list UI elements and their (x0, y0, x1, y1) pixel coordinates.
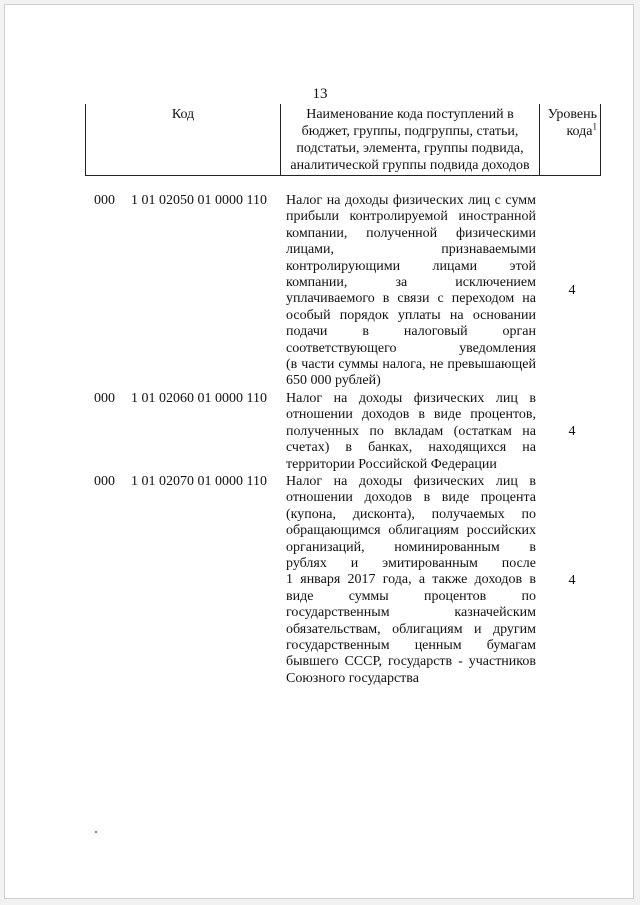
header-code-label: Код (171, 107, 195, 122)
header-name (281, 104, 540, 176)
header-name-line: Наименование кода поступлений в (306, 107, 514, 122)
description-line: 650 000 рублей) (286, 373, 381, 389)
description-line: Налог на доходы физических лиц в (286, 474, 536, 489)
row-prefix: 000 (94, 391, 115, 406)
description-line: компании, полученной физическими (286, 225, 536, 241)
description-line: счетах) в банках, находящихся на (286, 440, 536, 456)
row-code: 1 01 02050 01 0000 110 (131, 193, 267, 208)
header-name-line: подстатьи, элемента, группы подвида, (296, 141, 524, 156)
header-level (540, 104, 601, 176)
description-line: обращающимся облигациям российских (286, 523, 536, 539)
description-line: 1 января 2017 года, а также доходов в (286, 572, 536, 588)
description-line: бывшего СССР, государств - участников (286, 654, 536, 670)
description-line: отношении доходов в виде процентов, (286, 407, 536, 423)
description-line: Союзного государства (286, 670, 419, 686)
description-line: компании, за исключением (286, 275, 536, 291)
description-line: соответствующего уведомления (286, 340, 536, 356)
description-line: государственным ценным бумагам (286, 638, 536, 654)
row-level: 4 (568, 283, 576, 298)
description-line: прибыли контролируемой иностранной (286, 209, 536, 225)
description-line: территории Российской Федерации (286, 456, 497, 472)
description-line: лицами, признаваемыми (286, 242, 536, 258)
description-line: Налог на доходы физических лиц с сумм (286, 193, 536, 208)
description-line: государственным казначейским (286, 605, 536, 621)
page-number: 13 (312, 86, 328, 102)
row-code: 1 01 02070 01 0000 110 (131, 474, 267, 489)
row-description (286, 193, 536, 390)
header-name-line: аналитической группы подвида доходов (290, 158, 530, 173)
description-line: уплачиваемого в связи с переходом на (286, 291, 536, 307)
header-level-line: Уровень (547, 107, 597, 122)
description-line: (купона, дисконта), получаемых по (286, 506, 536, 522)
description-line: обязательствам, облигациям и другим (286, 621, 536, 637)
footnote-marker: 1 (592, 121, 597, 132)
description-line: виде суммы процентов по (286, 588, 536, 604)
row-description (286, 474, 536, 687)
table-header (85, 104, 601, 176)
description-line: особый порядок уплаты на основании (286, 307, 536, 323)
row-level: 4 (568, 573, 576, 588)
description-line: подачи в налоговый орган (286, 324, 536, 340)
scan-speck (95, 831, 97, 833)
description-line: (в части суммы налога, не превышающей (286, 357, 536, 373)
description-line: отношении доходов в виде процента (286, 490, 536, 506)
row-prefix: 000 (94, 474, 115, 489)
row-level: 4 (568, 424, 576, 439)
header-level-line: кода (566, 124, 593, 139)
description-line: полученных по вкладам (остаткам на (286, 423, 536, 439)
row-prefix: 000 (94, 193, 115, 208)
header-code (86, 104, 281, 176)
description-line: организаций, номинированным в (286, 539, 536, 555)
row-description (286, 391, 536, 473)
description-line: рублях и эмитированным после (286, 556, 536, 572)
description-line: контролирующими лицами этой (286, 258, 536, 274)
row-code: 1 01 02060 01 0000 110 (131, 391, 267, 406)
header-name-line: бюджет, группы, подгруппы, статьи, (301, 124, 519, 139)
description-line: Налог на доходы физических лиц в (286, 391, 536, 406)
